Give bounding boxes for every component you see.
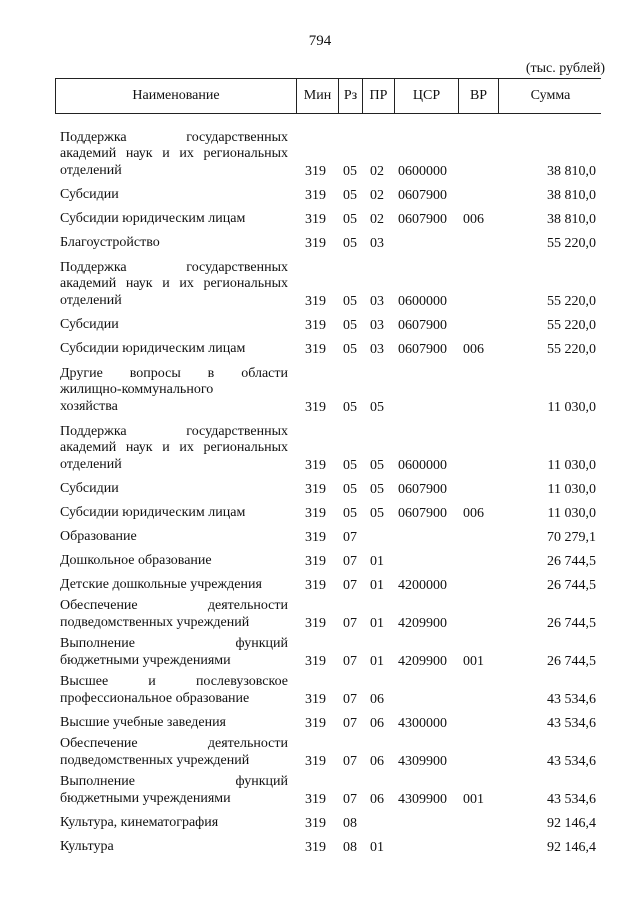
- cell-vr: 006: [463, 506, 484, 521]
- row-name-line: Субсидии: [60, 187, 119, 203]
- row-name-line: Поддержка государственных: [60, 129, 288, 145]
- row-name: [60, 577, 288, 594]
- row-name: [60, 130, 288, 180]
- cell-rz: 05: [343, 482, 357, 497]
- row-name-line: бюджетными учреждениями: [60, 653, 231, 669]
- row-name: [60, 553, 288, 570]
- row-name-line: Детские дошкольные учреждения: [60, 577, 262, 593]
- cell-sum: 55 220,0: [547, 236, 596, 251]
- cell-min: 319: [305, 164, 326, 179]
- header-name: Наименование: [132, 88, 220, 103]
- cell-min: 319: [305, 506, 326, 521]
- row-name: [60, 211, 288, 228]
- cell-csr: 4309900: [398, 754, 447, 769]
- table-header: [55, 78, 601, 114]
- row-name-line: Обеспечение деятельности: [60, 598, 288, 614]
- cell-pr: 02: [370, 212, 384, 227]
- row-name: [60, 598, 288, 632]
- cell-vr: 006: [463, 342, 484, 357]
- row-name-line: Субсидии: [60, 317, 119, 333]
- cell-pr: 02: [370, 164, 384, 179]
- row-name-line: Культура, кинематография: [60, 815, 219, 831]
- cell-pr: 06: [370, 692, 384, 707]
- row-name-line: Высшее и послевузовское: [60, 674, 288, 690]
- cell-min: 319: [305, 530, 326, 545]
- cell-csr: 0607900: [398, 342, 447, 357]
- cell-sum: 38 810,0: [547, 212, 596, 227]
- cell-rz: 07: [343, 716, 357, 731]
- row-name: [60, 774, 288, 808]
- row-name-line: Субсидии юридическим лицам: [60, 341, 246, 357]
- row-name: [60, 736, 288, 770]
- cell-pr: 01: [370, 654, 384, 669]
- cell-csr: 0607900: [398, 506, 447, 521]
- cell-pr: 05: [370, 506, 384, 521]
- cell-rz: 05: [343, 236, 357, 251]
- table-row: [0, 180, 640, 204]
- cell-pr: 05: [370, 400, 384, 415]
- cell-vr: 006: [463, 212, 484, 227]
- row-name-line: Высшие учебные заведения: [60, 715, 226, 731]
- cell-min: 319: [305, 458, 326, 473]
- table-row: [0, 120, 640, 180]
- cell-pr: 05: [370, 458, 384, 473]
- cell-sum: 11 030,0: [547, 458, 596, 473]
- row-name: [60, 715, 288, 732]
- cell-sum: 43 534,6: [547, 692, 596, 707]
- row-name-line: Благоустройство: [60, 235, 160, 251]
- cell-pr: 03: [370, 294, 384, 309]
- header-rz: Рз: [338, 79, 362, 113]
- table-row: [0, 498, 640, 522]
- cell-pr: 01: [370, 554, 384, 569]
- cell-rz: 07: [343, 616, 357, 631]
- cell-csr: 4309900: [398, 792, 447, 807]
- cell-min: 319: [305, 578, 326, 593]
- table-row: [0, 416, 640, 474]
- row-name-line: Выполнение функций: [60, 774, 288, 790]
- cell-min: 319: [305, 554, 326, 569]
- page-number: 794: [308, 33, 332, 49]
- cell-csr: 0600000: [398, 458, 447, 473]
- table-row: [0, 708, 640, 732]
- cell-pr: 01: [370, 840, 384, 855]
- cell-pr: 05: [370, 482, 384, 497]
- row-name-line: академий наук и их региональных: [60, 440, 288, 456]
- cell-sum: 26 744,5: [547, 616, 596, 631]
- cell-rz: 07: [343, 554, 357, 569]
- cell-min: 319: [305, 342, 326, 357]
- cell-pr: 06: [370, 716, 384, 731]
- table-row: [0, 334, 640, 358]
- cell-min: 319: [305, 318, 326, 333]
- row-name: [60, 815, 288, 832]
- row-name-line: отделений: [60, 457, 122, 473]
- table-row: [0, 670, 640, 708]
- cell-rz: 08: [343, 816, 357, 831]
- cell-sum: 26 744,5: [547, 554, 596, 569]
- row-name: [60, 636, 288, 670]
- cell-sum: 11 030,0: [547, 400, 596, 415]
- table-row: [0, 770, 640, 808]
- cell-vr: 001: [463, 792, 484, 807]
- table-row: [0, 474, 640, 498]
- row-name-line: жилищно-коммунального: [60, 382, 214, 398]
- row-name: [60, 839, 288, 856]
- cell-rz: 05: [343, 294, 357, 309]
- cell-pr: 03: [370, 318, 384, 333]
- cell-pr: 03: [370, 236, 384, 251]
- header-csr: ЦСР: [394, 79, 458, 113]
- cell-min: 319: [305, 840, 326, 855]
- cell-sum: 55 220,0: [547, 318, 596, 333]
- cell-csr: 4209900: [398, 654, 447, 669]
- units-label: (тыс. рублей): [525, 61, 605, 76]
- table-body: [0, 120, 640, 856]
- table-row: [0, 570, 640, 594]
- row-name-line: Образование: [60, 529, 137, 545]
- cell-csr: 4300000: [398, 716, 447, 731]
- row-name: [60, 505, 288, 522]
- cell-sum: 92 146,4: [547, 840, 596, 855]
- cell-sum: 38 810,0: [547, 164, 596, 179]
- table-row: [0, 546, 640, 570]
- cell-min: 319: [305, 188, 326, 203]
- cell-rz: 07: [343, 530, 357, 545]
- cell-rz: 05: [343, 342, 357, 357]
- cell-rz: 05: [343, 318, 357, 333]
- cell-min: 319: [305, 294, 326, 309]
- table-row: [0, 252, 640, 310]
- cell-rz: 07: [343, 754, 357, 769]
- cell-sum: 55 220,0: [547, 294, 596, 309]
- row-name: [60, 481, 288, 498]
- header-vr: ВР: [458, 79, 498, 113]
- cell-pr: 06: [370, 754, 384, 769]
- table-row: [0, 594, 640, 632]
- row-name-line: бюджетными учреждениями: [60, 791, 231, 807]
- cell-pr: 01: [370, 578, 384, 593]
- cell-rz: 05: [343, 164, 357, 179]
- cell-rz: 05: [343, 212, 357, 227]
- cell-min: 319: [305, 616, 326, 631]
- cell-sum: 70 279,1: [547, 530, 596, 545]
- cell-csr: 0607900: [398, 188, 447, 203]
- cell-csr: 4209900: [398, 616, 447, 631]
- table-row: [0, 832, 640, 856]
- cell-sum: 92 146,4: [547, 816, 596, 831]
- cell-min: 319: [305, 816, 326, 831]
- cell-sum: 43 534,6: [547, 716, 596, 731]
- table-row: [0, 808, 640, 832]
- cell-rz: 08: [343, 840, 357, 855]
- cell-min: 319: [305, 792, 326, 807]
- row-name-line: Субсидии: [60, 481, 119, 497]
- cell-sum: 26 744,5: [547, 654, 596, 669]
- row-name-line: Выполнение функций: [60, 636, 288, 652]
- row-name-line: Поддержка государственных: [60, 259, 288, 275]
- cell-sum: 38 810,0: [547, 188, 596, 203]
- cell-sum: 55 220,0: [547, 342, 596, 357]
- row-name: [60, 674, 288, 708]
- cell-csr: 0607900: [398, 482, 447, 497]
- header-min: Мин: [296, 79, 338, 113]
- cell-pr: 03: [370, 342, 384, 357]
- table-row: [0, 228, 640, 252]
- row-name-line: Субсидии юридическим лицам: [60, 211, 246, 227]
- cell-min: 319: [305, 754, 326, 769]
- cell-sum: 26 744,5: [547, 578, 596, 593]
- table-row: [0, 310, 640, 334]
- cell-csr: 4200000: [398, 578, 447, 593]
- table-row: [0, 632, 640, 670]
- cell-sum: 43 534,6: [547, 754, 596, 769]
- cell-csr: 0600000: [398, 294, 447, 309]
- cell-min: 319: [305, 400, 326, 415]
- row-name-line: хозяйства: [60, 399, 118, 415]
- row-name-line: академий наук и их региональных: [60, 276, 288, 292]
- table-row: [0, 358, 640, 416]
- row-name: [60, 529, 288, 546]
- row-name-line: Другие вопросы в области: [60, 365, 288, 381]
- row-name-line: академий наук и их региональных: [60, 146, 288, 162]
- cell-min: 319: [305, 716, 326, 731]
- row-name-line: Обеспечение деятельности: [60, 736, 288, 752]
- cell-rz: 05: [343, 400, 357, 415]
- cell-rz: 05: [343, 458, 357, 473]
- row-name-line: Поддержка государственных: [60, 423, 288, 439]
- cell-csr: 0607900: [398, 318, 447, 333]
- row-name-line: Субсидии юридическим лицам: [60, 505, 246, 521]
- row-name: [60, 235, 288, 252]
- cell-rz: 05: [343, 188, 357, 203]
- cell-sum: 11 030,0: [547, 506, 596, 521]
- cell-rz: 07: [343, 692, 357, 707]
- row-name-line: подведомственных учреждений: [60, 753, 250, 769]
- row-name-line: подведомственных учреждений: [60, 615, 250, 631]
- cell-rz: 05: [343, 506, 357, 521]
- cell-pr: 02: [370, 188, 384, 203]
- cell-min: 319: [305, 236, 326, 251]
- row-name-line: Дошкольное образование: [60, 553, 212, 569]
- cell-min: 319: [305, 692, 326, 707]
- row-name: [60, 317, 288, 334]
- table-row: [0, 522, 640, 546]
- cell-rz: 07: [343, 792, 357, 807]
- row-name-line: профессиональное образование: [60, 691, 250, 707]
- cell-csr: 0600000: [398, 164, 447, 179]
- header-sum: Сумма: [498, 79, 602, 113]
- row-name: [60, 187, 288, 204]
- table-row: [0, 204, 640, 228]
- row-name-line: отделений: [60, 163, 122, 179]
- cell-pr: 06: [370, 792, 384, 807]
- cell-rz: 07: [343, 578, 357, 593]
- cell-min: 319: [305, 654, 326, 669]
- cell-vr: 001: [463, 654, 484, 669]
- row-name-line: отделений: [60, 293, 122, 309]
- header-pr: ПР: [362, 79, 394, 113]
- row-name: [60, 366, 288, 416]
- cell-sum: 11 030,0: [547, 482, 596, 497]
- cell-csr: 0607900: [398, 212, 447, 227]
- cell-min: 319: [305, 482, 326, 497]
- row-name: [60, 260, 288, 310]
- cell-min: 319: [305, 212, 326, 227]
- cell-rz: 07: [343, 654, 357, 669]
- table-row: [0, 732, 640, 770]
- row-name: [60, 424, 288, 474]
- row-name-line: Культура: [60, 839, 114, 855]
- row-name: [60, 341, 288, 358]
- cell-pr: 01: [370, 616, 384, 631]
- cell-sum: 43 534,6: [547, 792, 596, 807]
